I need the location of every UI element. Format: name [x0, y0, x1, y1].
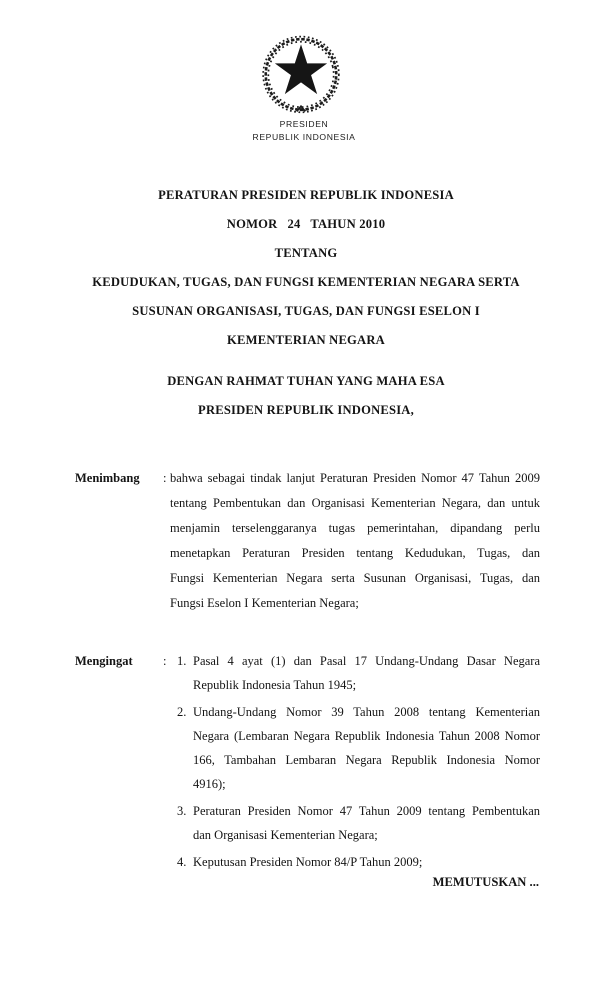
item-line: Keputusan Presiden Nomor 84/P Tahun 2009; — [193, 855, 423, 869]
title-line-subject-1: KEDUDUKAN, TUGAS, DAN FUNGSI KEMENTERIAN NEGARA SERTA — [92, 275, 520, 289]
preamble-line-president: PRESIDEN REPUBLIK INDONESIA, — [198, 403, 414, 417]
item-number: 4. — [177, 855, 187, 869]
legal-basis-list — [177, 649, 540, 877]
item-line: Peraturan Presiden Nomor 47 Tahun 2009 tentang Pembentukan — [193, 804, 540, 818]
item-line: dan Organisasi Kementerian Negara; — [193, 828, 378, 842]
mengingat-clause — [75, 649, 540, 877]
star-wreath-seal-icon — [255, 34, 347, 120]
preamble-line-grace: DENGAN RAHMAT TUHAN YANG MAHA ESA — [167, 374, 445, 388]
clause-colon: : — [163, 471, 167, 485]
preamble — [0, 367, 612, 425]
menimbang-line: Fungsi Kementerian Negara serta Susunan Organisasi, Tugas, dan — [170, 571, 540, 585]
star-icon — [275, 44, 327, 94]
title-line-tentang: TENTANG — [274, 246, 338, 260]
menimbang-clause — [75, 466, 540, 616]
item-line: Pasal 4 ayat (1) dan Pasal 17 Undang-Undang Dasar Negara — [193, 654, 540, 668]
item-text — [193, 799, 540, 847]
item-line: 4916); — [193, 777, 226, 791]
menimbang-line: Fungsi Eselon I Kementerian Negara; — [170, 596, 359, 610]
item-line: Undang-Undang Nomor 39 Tahun 2008 tentang Kementerian — [193, 705, 540, 719]
catchword-memutuskan: MEMUTUSKAN ... — [432, 875, 539, 889]
item-text — [193, 649, 540, 697]
letterhead — [0, 118, 610, 144]
item-number: 2. — [177, 705, 187, 719]
list-item — [177, 799, 540, 847]
item-line: Republik Indonesia Tahun 1945; — [193, 678, 357, 692]
item-line: Negara (Lembaran Negara Republik Indonesia Tahun 2008 Nomor — [193, 729, 540, 743]
menimbang-line: menetapkan Peraturan Presiden tentang Kedudukan, Tugas, dan — [170, 546, 540, 560]
title-line-number: NOMOR 24 TAHUN 2010 — [226, 217, 386, 231]
document-title — [0, 181, 612, 355]
list-item — [177, 649, 540, 697]
menimbang-line: tentang Pembentukan dan Organisasi Kementerian Negara, dan untuk — [170, 496, 540, 510]
item-number: 3. — [177, 804, 187, 818]
clause-colon: : — [163, 654, 167, 668]
title-line-subject-2: SUSUNAN ORGANISASI, TUGAS, DAN FUNGSI ESELON I — [132, 304, 480, 318]
letterhead-line-presiden: PRESIDEN — [279, 119, 329, 129]
item-number: 1. — [177, 654, 187, 668]
menimbang-line: bahwa sebagai tindak lanjut Peraturan Presiden Nomor 47 Tahun 2009 — [170, 471, 540, 485]
menimbang-line: menjamin terselenggaranya tugas pemerintahan, dipandang perlu — [170, 521, 540, 535]
presidential-seal — [255, 34, 347, 120]
clause-label-mengingat: Mengingat — [75, 654, 133, 668]
list-item — [177, 700, 540, 796]
clause-label-menimbang: Menimbang — [75, 471, 140, 485]
item-line: 166, Tambahan Lembaran Negara Republik Indonesia Nomor — [193, 753, 540, 767]
letterhead-line-republik: REPUBLIK INDONESIA — [252, 132, 356, 142]
menimbang-text — [170, 466, 540, 616]
title-line-regulation: PERATURAN PRESIDEN REPUBLIK INDONESIA — [158, 188, 454, 202]
title-line-subject-3: KEMENTERIAN NEGARA — [227, 333, 385, 347]
item-text — [193, 700, 540, 796]
